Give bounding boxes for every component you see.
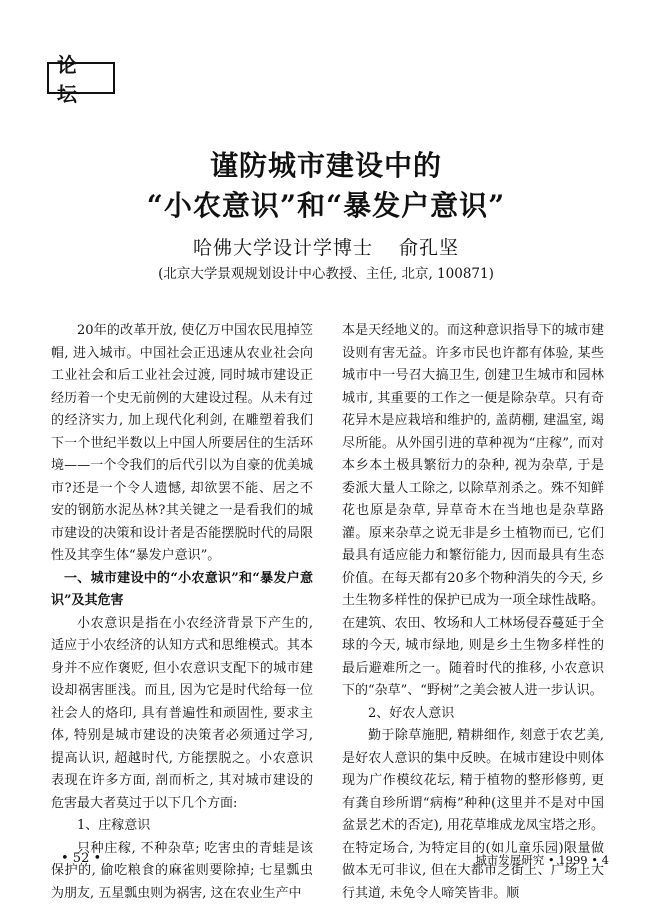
body-paragraph: 只种庄稼, 不种杂草; 吃害虫的青蛙是该保护的, 偷吃粮食的麻雀则要除掉; 七星瓢虫为朋友, 五星瓢虫则为祸害, 这在农业生产中: [51, 838, 313, 905]
body-paragraph: 勤于除草施肥, 精耕细作, 刻意于农艺美, 是好农人意识的集中反映。在城市建设中则体现为广作模纹花坛, 精于植物的整形修剪, 更有龚自珍所谓“病梅”种种(这里并不是对中国盆景艺术的否定), 用花草堆成龙凤宝塔之形。在特定场合, 为特定目的(如儿童乐园)限量做做本无可非议, 但在大都市之街上、广场上大行其道, 未免令人啼笑皆非。顺: [342, 725, 604, 905]
column-label: 论 坛: [47, 62, 115, 94]
page-number: • 52 •: [61, 851, 101, 866]
journal-footer: 城市发展研究 • 1999 • 4: [475, 852, 609, 868]
body-paragraph: 小农意识是指在小农经济背景下产生的, 适应于小农经济的认知方式和思维模式。其本身并不应作褒贬, 但小农意识支配下的城市建设却祸害匪浅。而且, 因为它是时代给每一位社会人的烙印, 具有普遍性和顽固性, 要求主体, 特别是城市建设的决策者必须通过学习, 提高认识, 超越时代, 方能摆脱之。小农意识表现在许多方面, 剖而析之, 其对城市建设的危害最大者莫过于以下几个方面:: [51, 613, 313, 816]
right-column: [342, 320, 604, 905]
author-role: 哈佛大学设计学博士: [193, 237, 373, 259]
section-heading: 一、城市建设中的“小农意识”和“暴发户意识”及其危害: [51, 568, 313, 613]
article-title: [0, 146, 652, 226]
left-column: [51, 320, 313, 905]
author-name: 俞孔坚: [399, 237, 459, 259]
title-line-2: “小农意识”和“暴发户意识”: [0, 186, 652, 226]
author-affiliation: (北京大学景观规划设计中心教授、主任, 北京, 100871): [0, 262, 652, 282]
title-line-1: 谨防城市建设中的: [0, 146, 652, 186]
subsection-heading: 1、庄稼意识: [51, 815, 313, 838]
subsection-heading: 2、好农人意识: [342, 703, 604, 726]
body-paragraph: 20年的改革开放, 使亿万中国农民甩掉笠帽, 进入城市。中国社会正迅速从农业社会向工业社会和后工业社会过渡, 同时城市建设正经历着一个史无前例的大建设过程。从未有过的经济实力, 加上现代化利剑, 在雕塑着我们下一个世纪半数以上中国人所要居住的生活环境——一个令我们的后代引以为自豪的优美城市?还是一个令人遗憾, 却欲罢不能、居之不安的钢筋水泥丛林?其关键之一是看我们的城市建设的决策和设计者是否能摆脱时代的局限性及其孪生体“暴发户意识”。: [51, 320, 313, 568]
body-paragraph: 本是天经地义的。而这种意识指导下的城市建设则有害无益。许多市民也许都有体验, 某些城市中一号召大搞卫生, 创建卫生城市和园林城市, 其重要的工作之一便是除杂草。只有奇花异木是应栽培和维护的, 盖荫棚, 建温室, 竭尽所能。从外国引进的草种视为“庄稼”, 而对本乡本土极具繁衍力的杂种, 视为杂草, 于是委派大量人工除之, 以除草剂杀之。殊不知鲜花也原是杂草, 异草奇木在当地也是杂草路灌。原来杂草之说无非是乡土植物而已, 它们最具有适应能力和繁衍能力, 因而最具有生态价值。在每天都有20多个物种消失的今天, 乡土生物多样性的保护已成为一项全球性战略。在建筑、农田、牧场和人工林场侵吞蔓延于全球的今天, 城市绿地, 则是乡土生物多样性的最后避难所之一。随着时代的推移, 小农意识下的“杂草”、“野树”之美会被人进一步认识。: [342, 320, 604, 703]
author-line: [0, 233, 652, 260]
